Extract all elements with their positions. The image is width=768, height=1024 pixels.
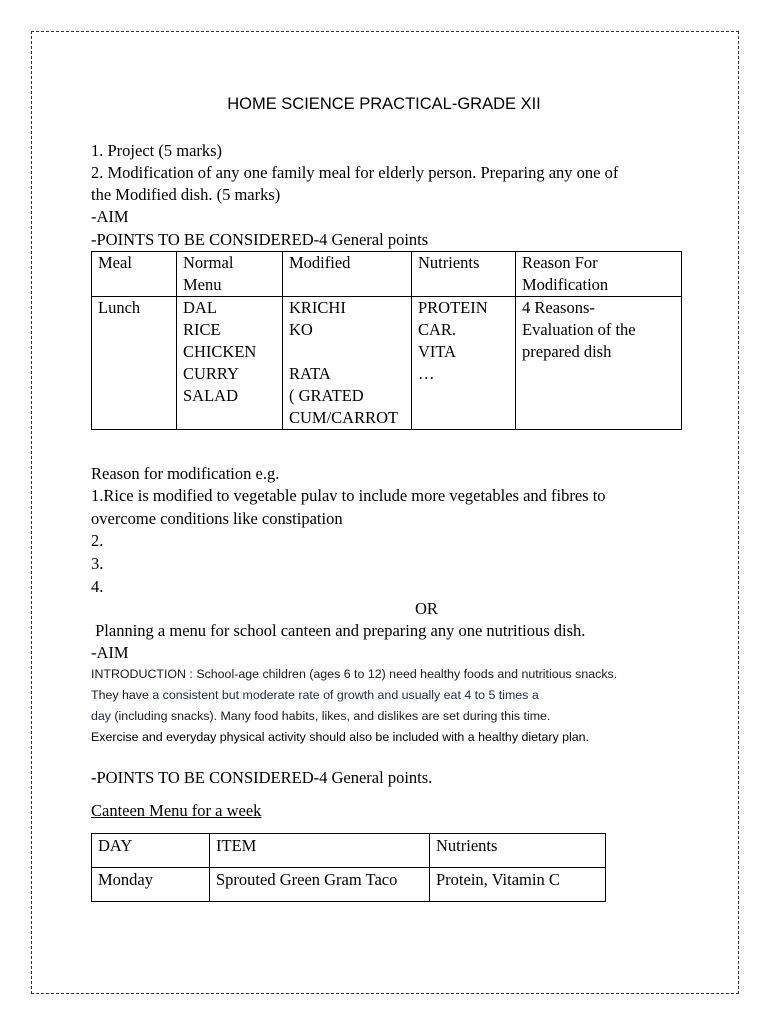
header-normal-menu: Normal Menu [177, 252, 283, 297]
intro-line4: Exercise and everyday physical activity should also be included with a healthy dietary plan. [91, 730, 589, 744]
meal-table [91, 251, 682, 430]
intro-line1: INTRODUCTION : School-age children (ages 6 to 12) need healthy foods and nutritious snacks. [91, 667, 618, 681]
header-reason: Reason For Modification [516, 252, 682, 297]
canteen-table [91, 833, 606, 902]
item-modification-line2: the Modified dish. (5 marks) [91, 185, 281, 204]
intro-line3-b: (including snacks). Many food habits, likes, and dislikes are set during this time. [110, 709, 551, 723]
points-heading: -POINTS TO BE CONSIDERED-4 General points [91, 230, 429, 249]
points-heading-2: -POINTS TO BE CONSIDERED-4 General points. [91, 768, 433, 787]
cell-reason: 4 Reasons- Evaluation of the prepared dish [516, 297, 682, 430]
cell-modified: KRICHI KO RATA ( GRATED CUM/CARROT [283, 297, 412, 430]
cell-normal-menu: DAL RICE CHICKEN CURRY SALAD [177, 297, 283, 430]
intro-line2 [91, 685, 539, 706]
cell-day: Monday [92, 868, 210, 902]
reason-heading: Reason for modification e.g. [91, 464, 280, 483]
intro-line2-a: They have [91, 688, 153, 702]
intro-line2-b: a consistent but moderate rate of growth and usually eat 4 to 5 times a [152, 688, 539, 702]
table-row [92, 297, 682, 430]
header-meal: Meal [92, 252, 177, 297]
header-nutrients: Nutrients [412, 252, 516, 297]
reason-3: 3. [91, 554, 104, 573]
reason-1-line1: 1.Rice is modified to vegetable pulav to include more vegetables and fibres to [91, 486, 606, 505]
reason-2: 2. [91, 531, 104, 550]
cell-nutrients: PROTEIN CAR. VITA … [412, 297, 516, 430]
cell-meal: Lunch [92, 297, 177, 430]
canteen-header-row [92, 834, 606, 868]
intro-line3-a: day [91, 709, 111, 723]
header-item: ITEM [210, 834, 430, 868]
table-header-row [92, 252, 682, 297]
reason-1-line2: overcome conditions like constipation [91, 509, 343, 528]
reason-4: 4. [91, 577, 104, 596]
page-title: HOME SCIENCE PRACTICAL-GRADE XII [227, 95, 541, 113]
item-project: 1. Project (5 marks) [91, 141, 223, 160]
item-modification-line1: 2. Modification of any one family meal for elderly person. Preparing any one of [91, 163, 619, 182]
intro-line3 [91, 706, 550, 727]
planning-line: Planning a menu for school canteen and preparing any one nutritious dish. [91, 621, 586, 640]
header-day: DAY [92, 834, 210, 868]
aim-heading-2: -AIM [91, 643, 129, 662]
header-canteen-nutrients: Nutrients [430, 834, 606, 868]
or-divider: OR [415, 599, 438, 618]
canteen-menu-title: Canteen Menu for a week [91, 801, 262, 820]
header-modified: Modified [283, 252, 412, 297]
cell-canteen-nutrients: Protein, Vitamin C [430, 868, 606, 902]
aim-heading: -AIM [91, 207, 129, 226]
cell-item: Sprouted Green Gram Taco [210, 868, 430, 902]
table-row [92, 868, 606, 902]
